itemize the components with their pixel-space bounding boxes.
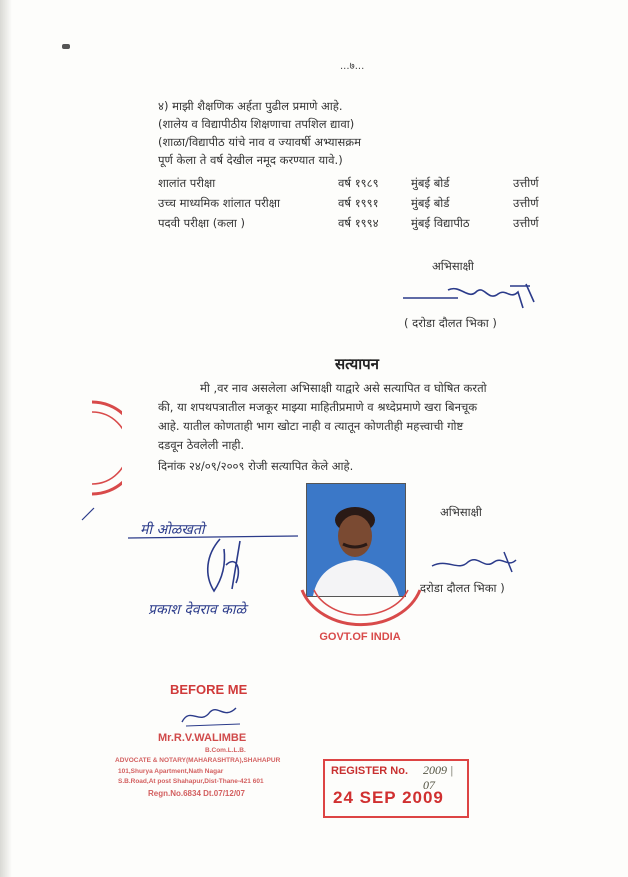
svg-text:GOVT.OF INDIA: GOVT.OF INDIA [319,631,401,643]
education-line-3: (शाळा/विद्यापीठ यांचे नाव व ज्यावर्षी अभ्यासक्रम [158,135,361,149]
exam-result: उत्तीर्ण [513,176,539,190]
identifier-handwritten-note: मी ओळखतो [140,522,205,538]
notary-degree: B.Com.L.L.B. [205,747,246,754]
register-stamp [323,759,469,818]
identifier-underline [78,500,308,540]
exam-year: वर्ष १९८९ [338,176,379,190]
education-line-1: ४) माझी शैक्षणिक अर्हता पुढील प्रमाणे आहे. [158,99,343,113]
verification-date-line: दिनांक २४/०९/२००९ रोजी सत्यापित केले आहे. [158,459,354,473]
notary-address-2: S.B.Road,At post Shahapur,Dist-Thane-421 601 [118,778,264,785]
register-date: 24 SEP 2009 [333,788,444,807]
exam-result: उत्तीर्ण [513,216,539,230]
exam-year: वर्ष १९९४ [338,216,379,230]
notary-title: ADVOCATE & NOTARY(MAHARASHTRA),SHAHAPUR [115,757,281,764]
register-number: 2009 | 07 [423,763,454,792]
exam-board: मुंबई बोर्ड [411,196,450,210]
exam-board: मुंबई विद्यापीठ [411,216,470,230]
verification-heading: सत्यापन [335,355,379,373]
education-line-4: पूर्ण केला ते वर्ष देखील नमूद करण्यात यावे.) [158,153,343,167]
education-row [158,176,558,194]
verification-line-2: की, या शपथपत्रातील मजकूर माझ्या माहितीप्रमाणे व श्रध्देप्रमाणे खरा बिनचूक [158,400,478,414]
register-label: REGISTER No. [331,765,409,777]
page-number: ...७... [340,61,365,72]
verification-line-4: दडवून ठेवलेली नाही. [158,438,245,452]
govt-of-india-seal [290,560,430,660]
deponent-label: अभिसाक्षी [432,259,474,273]
exam-name: शालांत परीक्षा [158,176,216,190]
govt-seal-left [62,398,122,498]
notary-name: Mr.R.V.WALIMBE [158,732,247,744]
exam-year: वर्ष १९९१ [338,196,379,210]
identifier-signature [196,535,256,597]
verification-line-1: मी ,वर नाव असलेला अभिसाक्षी याद्वारे असे सत्यापित व घोषित करतो [200,381,487,395]
education-row [158,216,558,234]
verification-line-3: आहे. यातील कोणताही भाग खोटा नाही व त्यातून कोणतीही महत्त्वाची गोष्ट [158,419,464,433]
exam-name: उच्च माध्यमिक शांलात परीक्षा [158,196,281,210]
punch-hole-mark [62,44,70,49]
before-me-stamp: BEFORE ME [170,682,248,697]
deponent-name: ( दरोडा दौलत भिका ) [404,316,497,330]
exam-name: पदवी परीक्षा (कला ) [158,216,245,230]
deponent-signature-2 [428,548,528,578]
notary-signature [176,700,246,730]
deponent-name: दरोडा दौलत भिका ) [420,581,505,595]
education-row [158,196,558,214]
scan-edge-shadow [0,0,12,877]
exam-board: मुंबई बोर्ड [411,176,450,190]
deponent-label: अभिसाक्षी [440,505,482,519]
notary-address-1: 101,Shurya Apartment,Nath Nagar [118,768,224,775]
exam-result: उत्तीर्ण [513,196,539,210]
deponent-signature-1 [398,280,548,314]
notary-regn: Regn.No.6834 Dt.07/12/07 [148,789,245,798]
education-line-2: (शालेय व विद्यापीठीय शिक्षणाचा तपशिल द्यावा) [158,117,355,131]
identifier-handwritten-name: प्रकाश देवराव काळे [148,602,247,618]
